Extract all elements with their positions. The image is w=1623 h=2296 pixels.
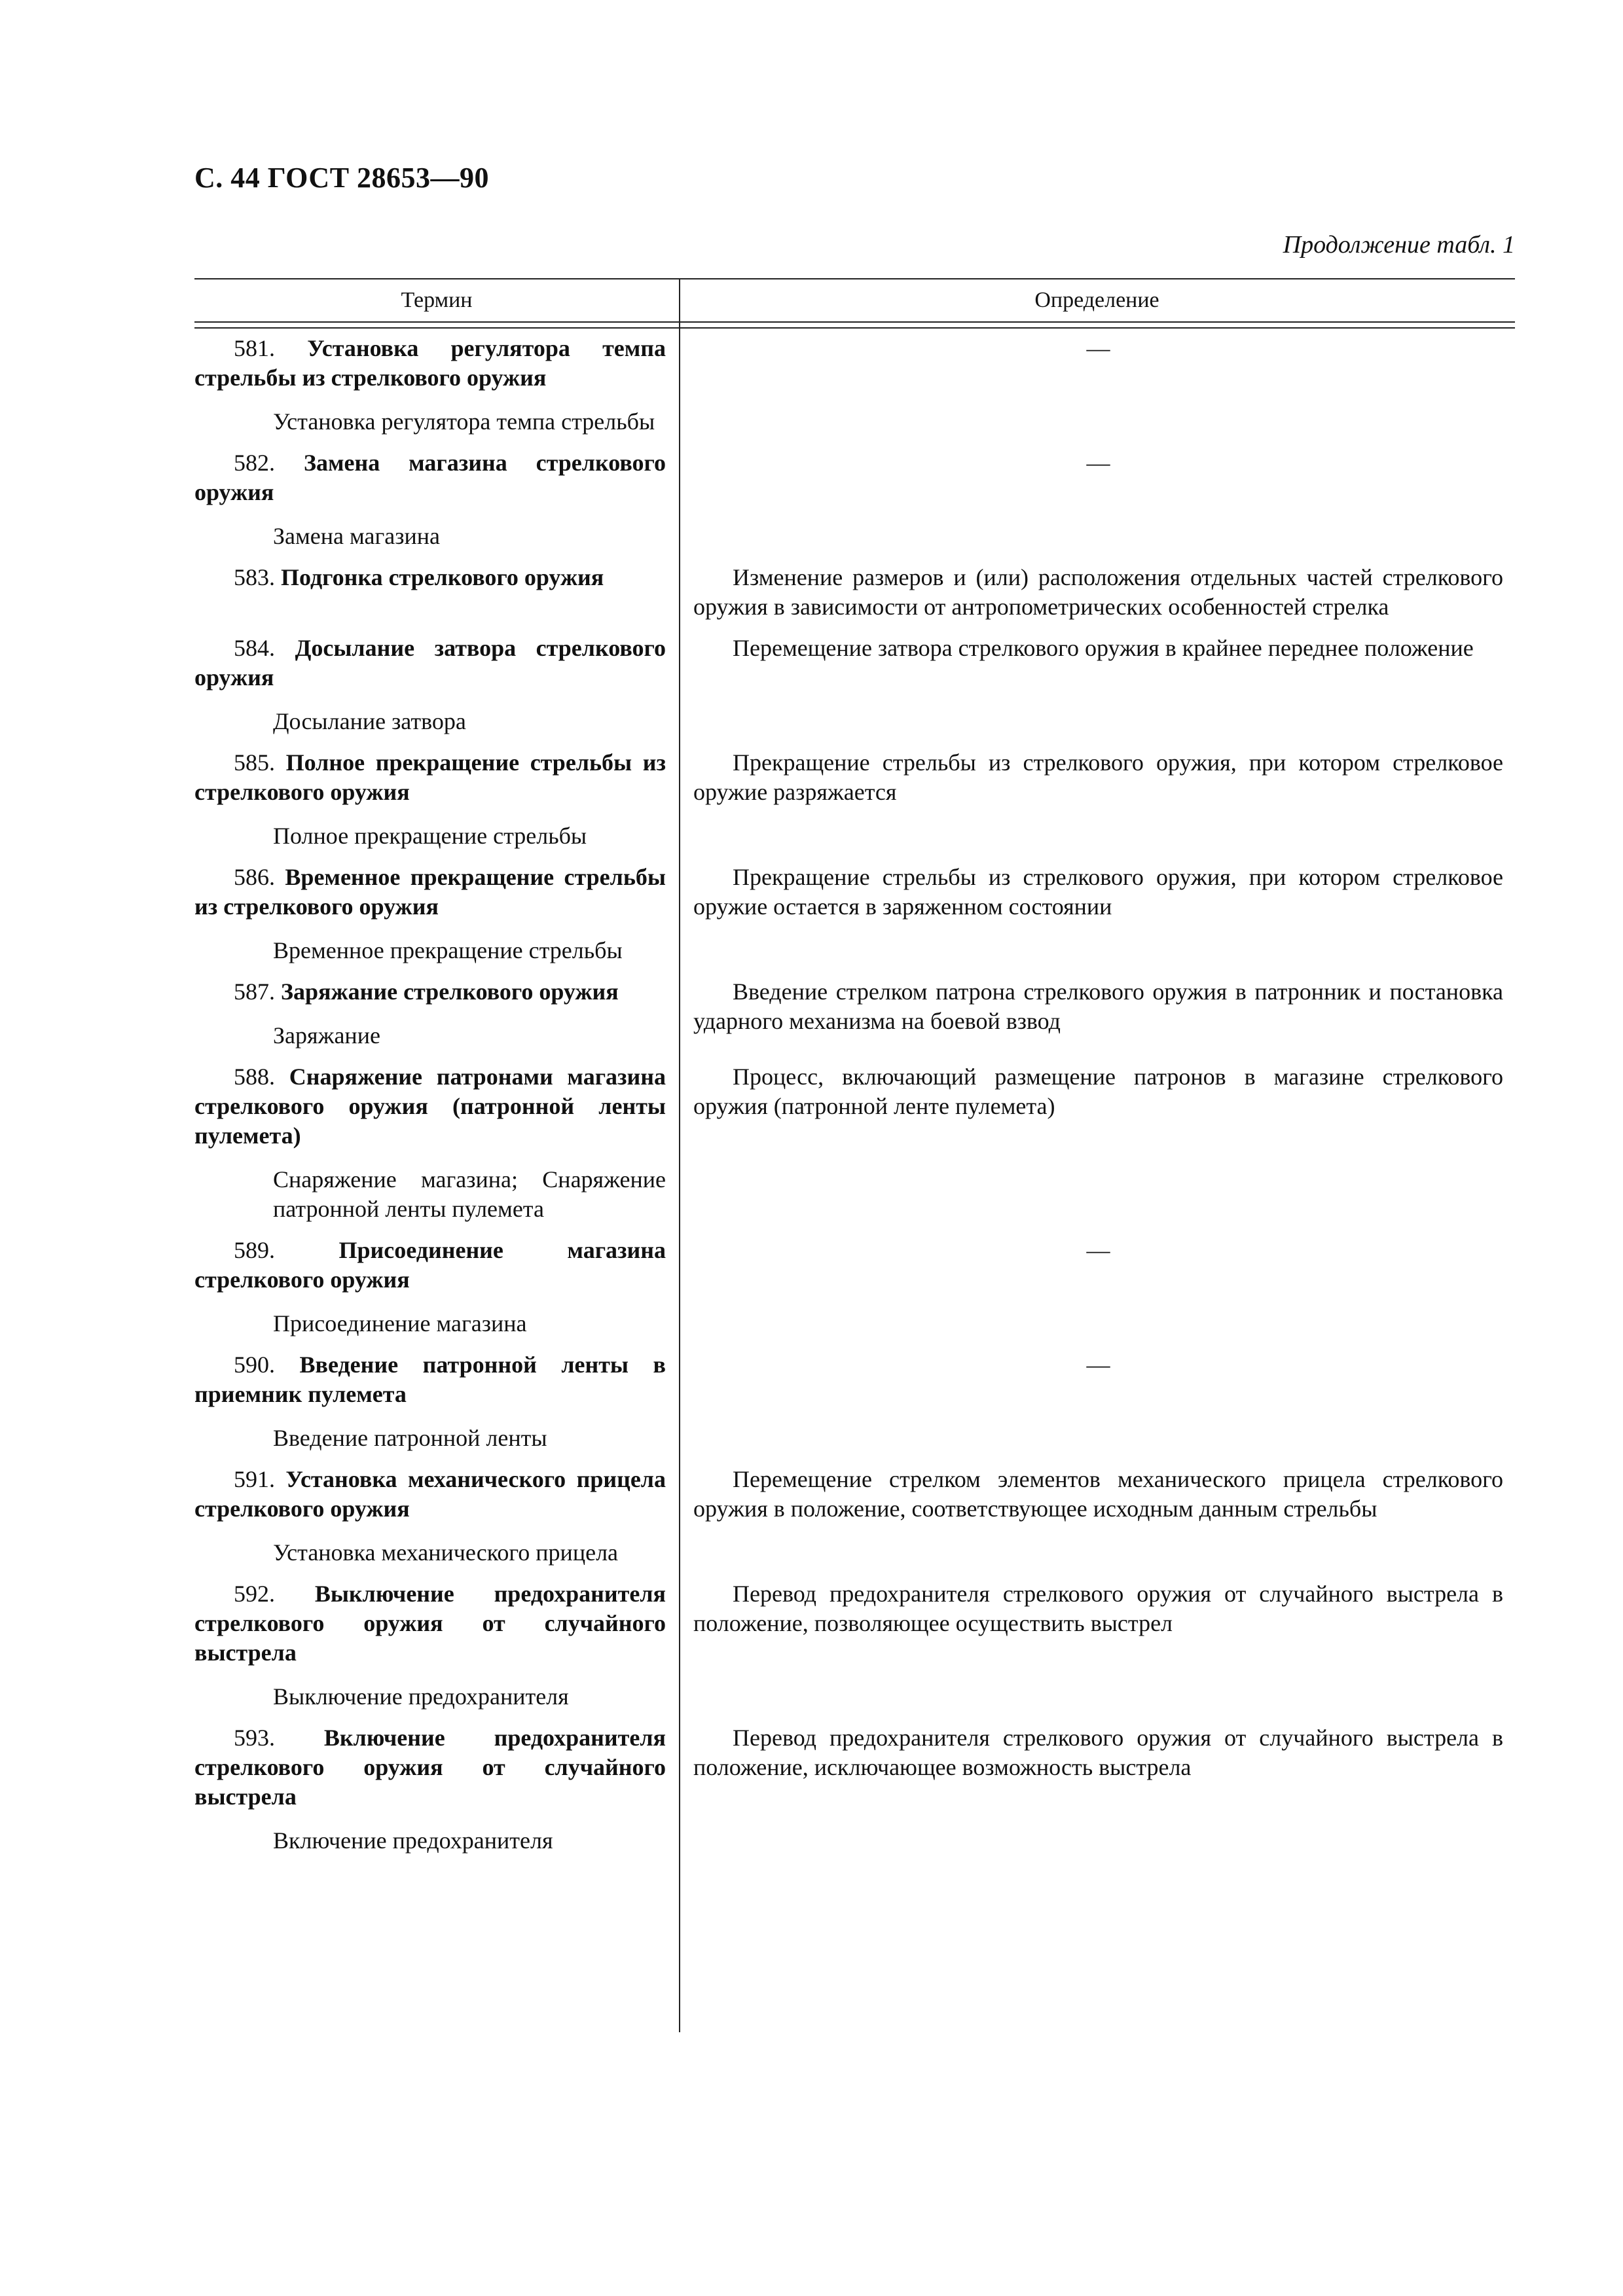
- definition-text: —: [1086, 335, 1110, 361]
- term-cell: [194, 1350, 679, 1453]
- term-text: [194, 1236, 666, 1295]
- term-title: Установка механического прицела стрелкового оружия: [194, 1466, 666, 1522]
- definition-cell: [679, 1236, 1515, 1338]
- terms-table: [194, 278, 1515, 1867]
- term-cell: [194, 748, 679, 851]
- definition-text: —: [1086, 1237, 1110, 1263]
- term-cell: [194, 1465, 679, 1568]
- term-title: Присоединение магазина стрелкового оружия: [194, 1237, 666, 1293]
- term-text: [194, 448, 666, 507]
- table-row: [194, 448, 1515, 551]
- term-text: [194, 748, 666, 807]
- table-row: [194, 1723, 1515, 1856]
- term-cell: [194, 863, 679, 965]
- definition-text: Введение стрелком патрона стрелкового оружия в патронник и постановка ударного механизма на боевой взвод: [693, 978, 1503, 1034]
- term-synonym: Снаряжение магазина; Снаряжение патронной ленты пулемета: [273, 1166, 666, 1222]
- definition-cell: [679, 1350, 1515, 1453]
- table-row: [194, 334, 1515, 437]
- page-header: С. 44 ГОСТ 28653—90: [194, 162, 490, 194]
- term-title: Досылание затвора стрелкового оружия: [194, 635, 666, 691]
- table-header-row: [194, 279, 1515, 321]
- term-synonym: Введение патронной ленты: [273, 1425, 547, 1451]
- table-body: [194, 329, 1515, 1856]
- term-number: 590.: [234, 1352, 275, 1378]
- definition-cell: [679, 1062, 1515, 1224]
- term-synonym: Установка регулятора темпа стрельбы: [273, 408, 655, 435]
- term-number: 581.: [234, 335, 275, 361]
- term-text: [194, 634, 666, 692]
- term-title: Временное прекращение стрельбы из стрелкового оружия: [194, 864, 666, 920]
- term-number: 592.: [234, 1581, 275, 1607]
- term-cell: [194, 1062, 679, 1224]
- term-synonym: Заряжание: [273, 1022, 380, 1049]
- table-row: [194, 563, 1515, 622]
- term-cell: [194, 634, 679, 736]
- term-cell: [194, 977, 679, 1050]
- term-text: [194, 1579, 666, 1668]
- definition-text: —: [1086, 1352, 1110, 1378]
- term-synonym: Установка механического прицела: [273, 1539, 619, 1566]
- term-synonym: Замена магазина: [273, 523, 441, 549]
- definition-text: Изменение размеров и (или) расположения отдельных частей стрелкового оружия в зависимости от антропометрических особенностей стрелка: [693, 564, 1503, 620]
- table-row: [194, 1236, 1515, 1338]
- term-number: 585.: [234, 749, 275, 776]
- definition-cell: [679, 563, 1515, 622]
- term-number: 586.: [234, 864, 275, 890]
- term-synonym: Полное прекращение стрельбы: [273, 823, 587, 849]
- term-cell: [194, 1579, 679, 1712]
- term-synonym: Временное прекращение стрельбы: [273, 937, 623, 963]
- term-text: [194, 977, 666, 1007]
- definition-text: Прекращение стрельбы из стрелкового оружия, при котором стрелковое оружие разряжается: [693, 749, 1503, 805]
- term-number: 587.: [234, 978, 275, 1005]
- term-text: [194, 1062, 666, 1151]
- term-title: Выключение предохранителя стрелкового оружия от случайного выстрела: [194, 1581, 666, 1666]
- definition-cell: [679, 977, 1515, 1050]
- table-continuation-label: Продолжение табл. 1: [1283, 231, 1515, 259]
- column-header-term: Термин: [401, 288, 473, 312]
- table-row: [194, 1350, 1515, 1453]
- term-cell: [194, 1723, 679, 1856]
- definition-cell: [679, 634, 1515, 736]
- term-title: Полное прекращение стрельбы из стрелкового оружия: [194, 749, 666, 805]
- term-number: 583.: [234, 564, 275, 590]
- term-number: 588.: [234, 1064, 275, 1090]
- term-text: [194, 334, 666, 393]
- definition-text: —: [1086, 450, 1110, 476]
- definition-cell: [679, 1579, 1515, 1712]
- table-row: [194, 977, 1515, 1050]
- term-text: [194, 1350, 666, 1409]
- definition-cell: [679, 1723, 1515, 1856]
- term-title: Введение патронной ленты в приемник пулемета: [194, 1352, 666, 1407]
- table-row: [194, 634, 1515, 736]
- term-number: 593.: [234, 1725, 275, 1751]
- term-number: 591.: [234, 1466, 275, 1492]
- term-cell: [194, 448, 679, 551]
- term-cell: [194, 334, 679, 437]
- definition-text: Перевод предохранителя стрелкового оружия от случайного выстрела в положение, исключающее возможность выстрела: [693, 1725, 1503, 1780]
- term-synonym: Присоединение магазина: [273, 1310, 527, 1336]
- term-title: Подгонка стрелкового оружия: [281, 564, 604, 590]
- definition-cell: [679, 863, 1515, 965]
- table-row: [194, 863, 1515, 965]
- term-title: Установка регулятора темпа стрельбы из стрелкового оружия: [194, 335, 666, 391]
- column-header-definition: Определение: [1034, 288, 1159, 312]
- table-row: [194, 1579, 1515, 1712]
- term-number: 584.: [234, 635, 275, 661]
- term-title: Замена магазина стрелкового оружия: [194, 450, 666, 505]
- table-header-rule: [194, 321, 1515, 329]
- definition-cell: [679, 1465, 1515, 1568]
- term-title: Включение предохранителя стрелкового оружия от случайного выстрела: [194, 1725, 666, 1810]
- term-title: Снаряжение патронами магазина стрелкового оружия (патронной ленты пулемета): [194, 1064, 666, 1149]
- term-number: 589.: [234, 1237, 275, 1263]
- term-synonym: Включение предохранителя: [273, 1827, 553, 1854]
- definition-cell: [679, 448, 1515, 551]
- term-synonym: Выключение предохранителя: [273, 1683, 569, 1710]
- definition-text: Перемещение затвора стрелкового оружия в крайнее переднее положение: [733, 635, 1474, 661]
- term-title: Заряжание стрелкового оружия: [281, 978, 619, 1005]
- definition-text: Процесс, включающий размещение патронов в магазине стрелкового оружия (патронной ленте пулемета): [693, 1064, 1503, 1119]
- table-row: [194, 1465, 1515, 1568]
- table-row: [194, 1062, 1515, 1224]
- definition-text: Перемещение стрелком элементов механического прицела стрелкового оружия в положение, соответствующее исходным данным стрельбы: [693, 1466, 1503, 1522]
- term-number: 582.: [234, 450, 275, 476]
- term-text: [194, 1723, 666, 1812]
- term-synonym: Досылание затвора: [273, 708, 466, 734]
- term-text: [194, 863, 666, 922]
- term-text: [194, 1465, 666, 1524]
- definition-text: Перевод предохранителя стрелкового оружия от случайного выстрела в положение, позволяющее осуществить выстрел: [693, 1581, 1503, 1636]
- definition-cell: [679, 748, 1515, 851]
- term-cell: [194, 1236, 679, 1338]
- term-text: [194, 563, 666, 592]
- column-divider: [679, 278, 680, 2032]
- definition-text: Прекращение стрельбы из стрелкового оружия, при котором стрелковое оружие остается в заряженном состоянии: [693, 864, 1503, 920]
- definition-cell: [679, 334, 1515, 437]
- table-row: [194, 748, 1515, 851]
- term-cell: [194, 563, 679, 622]
